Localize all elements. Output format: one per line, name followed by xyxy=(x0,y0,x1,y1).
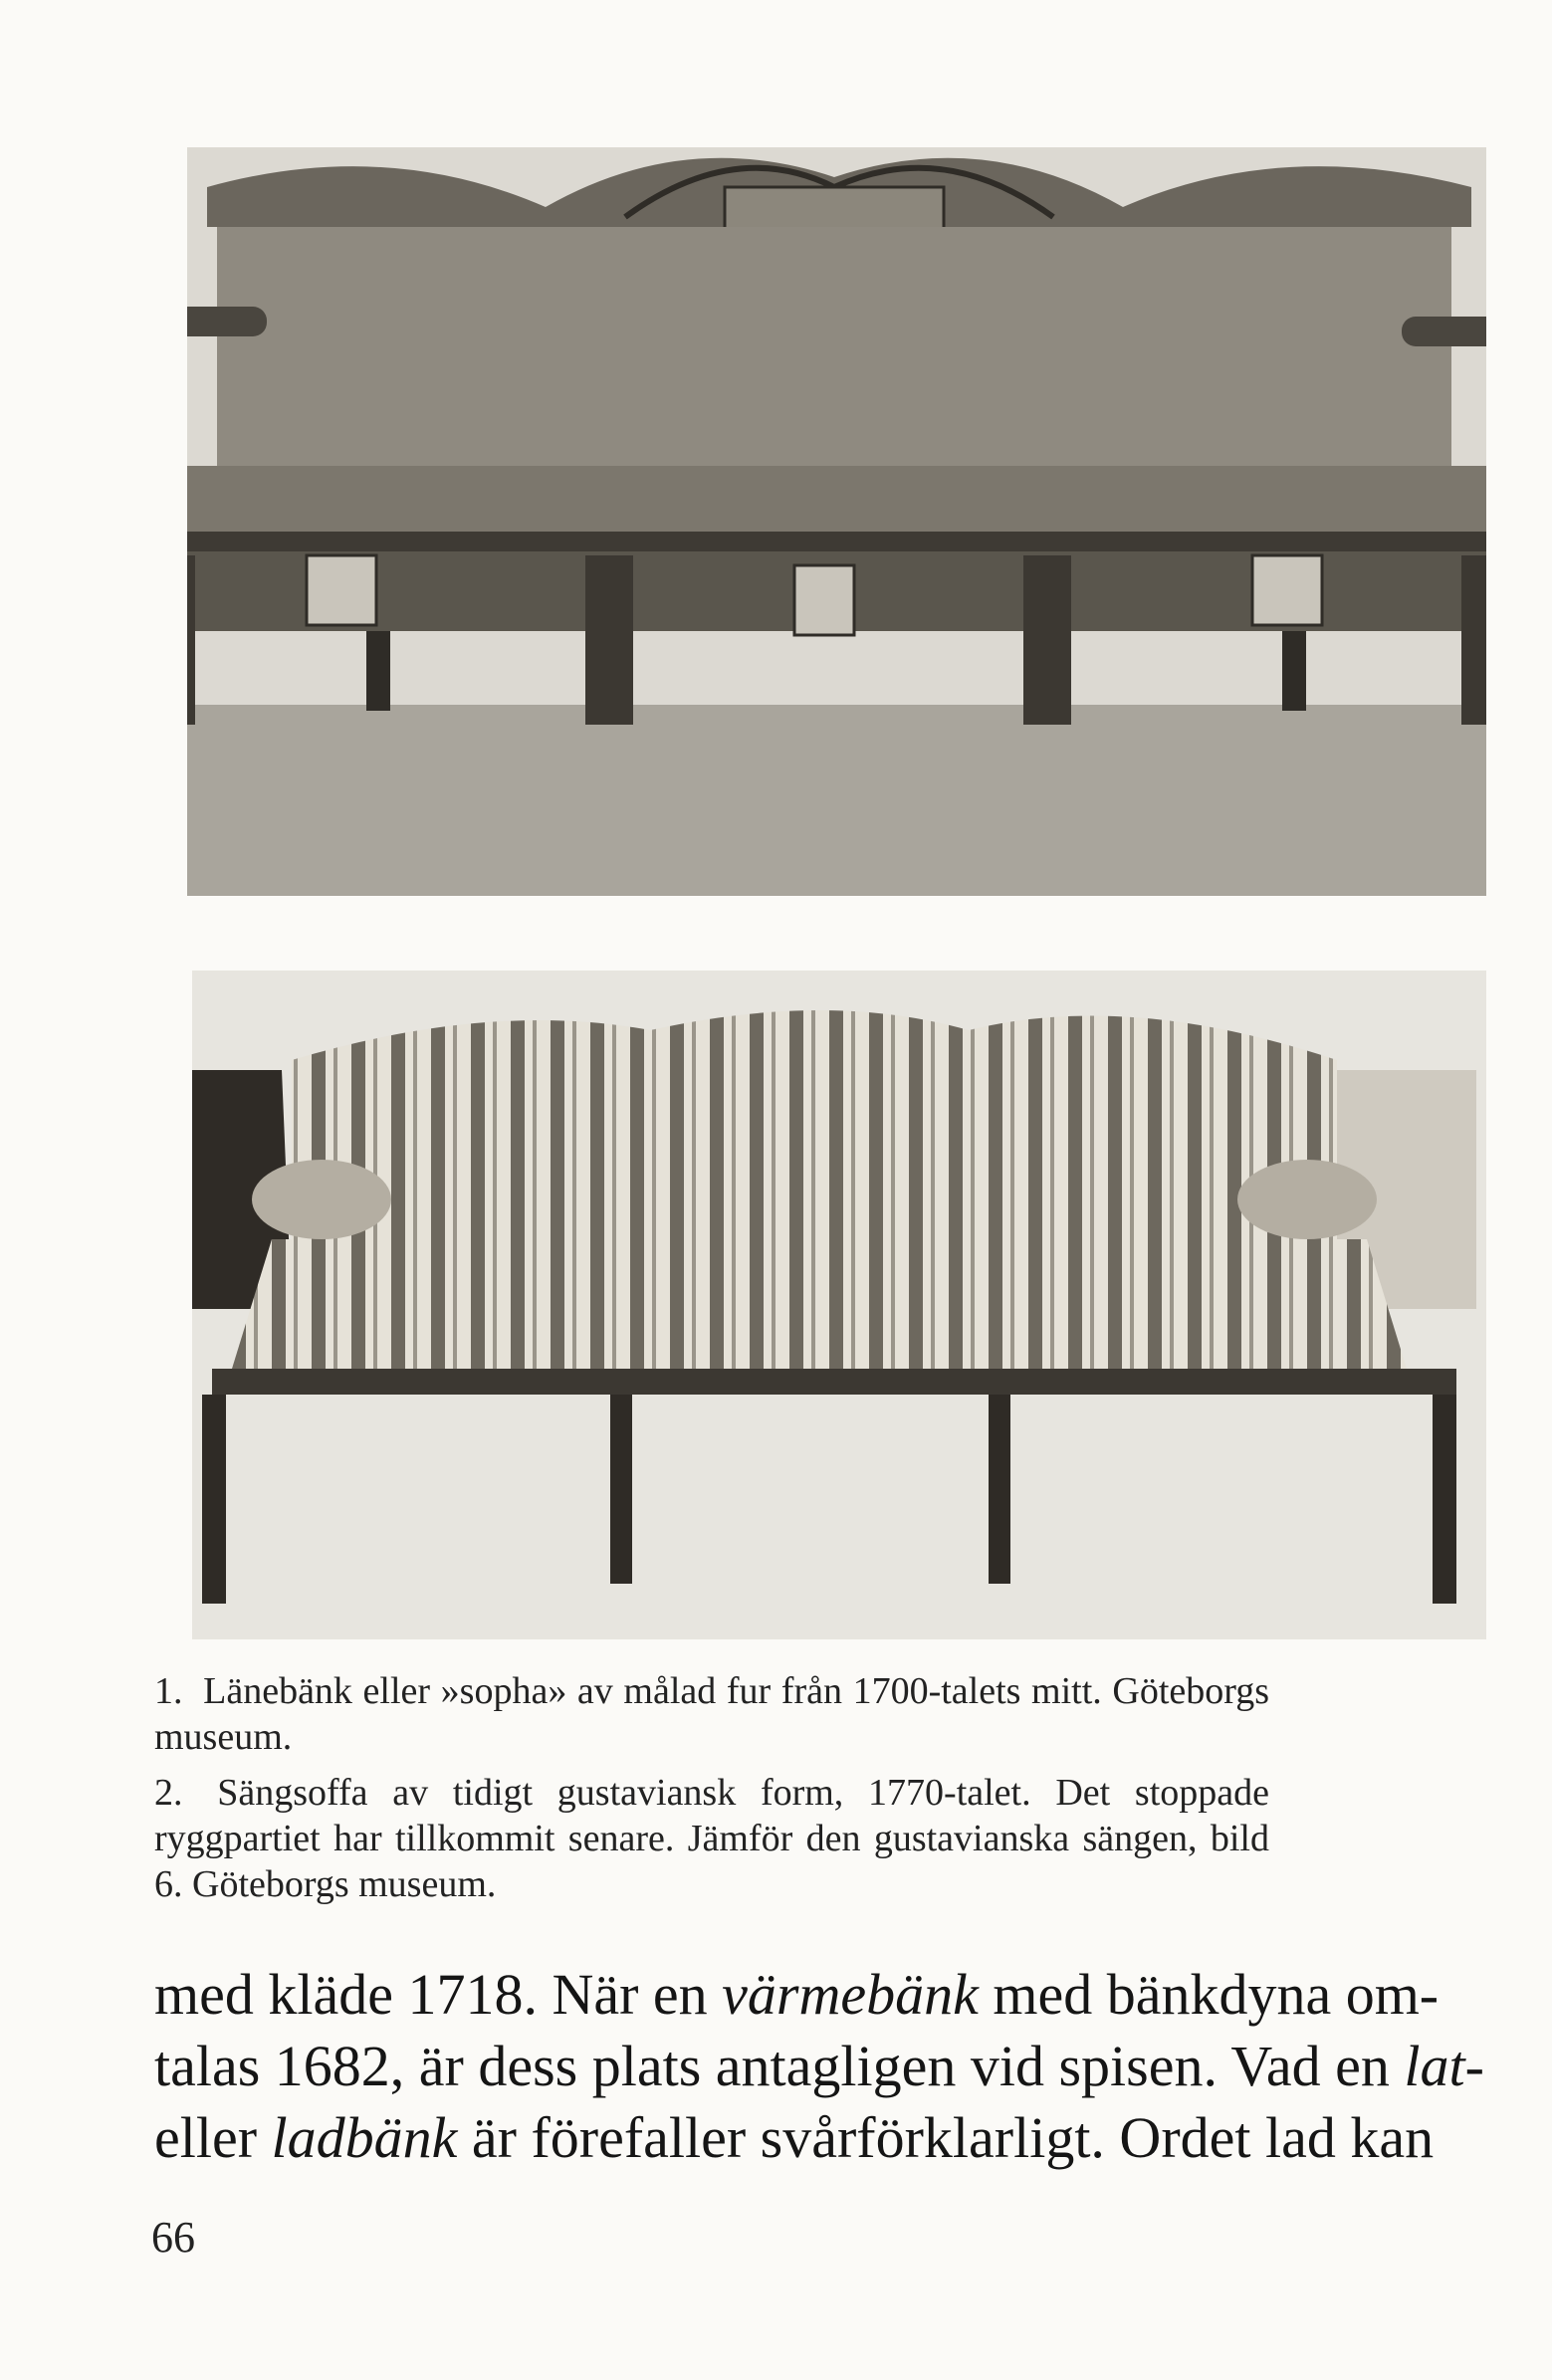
text-run: är förefaller svårförklarligt. Ordet lad kan xyxy=(457,2105,1435,2170)
caption-text: Sängsoffa av tidigt gustaviansk form, 1770-talet. Det stoppade ryggpartiet har tillkommit senare. Jämför den gustavianska sängen, bild 6. Göteborgs museum. xyxy=(154,1772,1270,1905)
body-line-2 xyxy=(154,2031,1484,2102)
body-paragraph xyxy=(154,1959,1484,2174)
body-line-1 xyxy=(154,1959,1440,2031)
text-run: med bänkdyna om- xyxy=(978,1962,1440,2027)
figure-caption-2 xyxy=(154,1770,1269,1907)
photo-lanebank-drawing xyxy=(187,147,1486,896)
caption-number: 2. xyxy=(154,1772,183,1814)
photo-sangsoffa xyxy=(192,971,1486,1639)
text-run: med kläde 1718. När en xyxy=(154,1962,723,2027)
photo-lanebank xyxy=(187,147,1486,896)
emphasis-term: lat- xyxy=(1404,2034,1484,2098)
page-number: 66 xyxy=(151,2213,195,2262)
body-line-3 xyxy=(154,2102,1435,2174)
text-run: eller xyxy=(154,2105,272,2170)
emphasis-term: ladbänk xyxy=(271,2105,458,2170)
photo-sangsoffa-drawing xyxy=(192,971,1486,1639)
caption-number: 1. xyxy=(154,1670,183,1712)
caption-text: Länebänk eller »sopha» av målad fur från 1700-talets mitt. Göteborgs museum. xyxy=(154,1670,1270,1758)
figure-caption-1 xyxy=(154,1668,1269,1760)
text-run: talas 1682, är dess plats antagligen vid spisen. Vad en xyxy=(154,2034,1405,2098)
emphasis-term: värmebänk xyxy=(722,1962,979,2027)
